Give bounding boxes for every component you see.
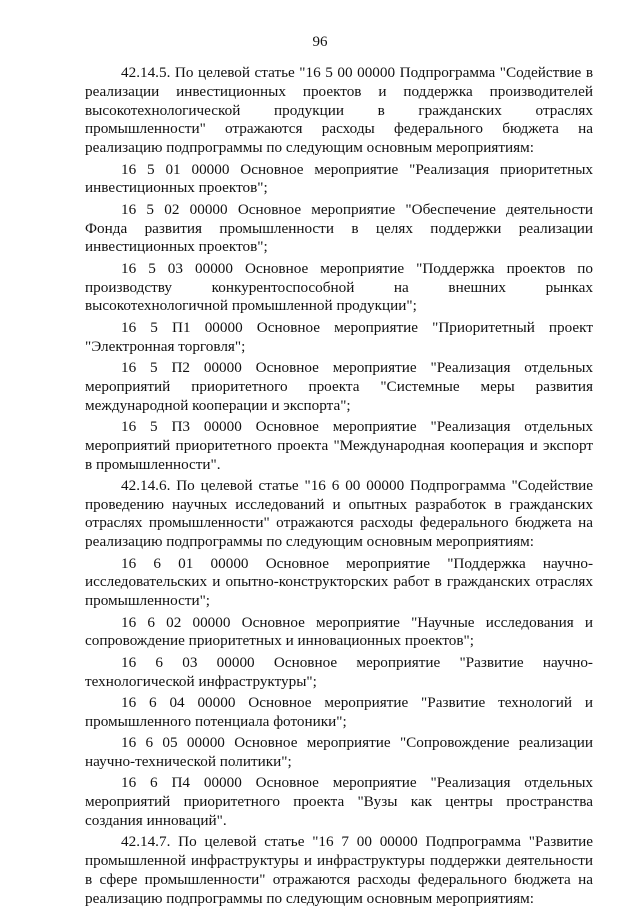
paragraph-16-5-01: 16 5 01 00000 Основное мероприятие "Реализация приоритетных инвестиционных проектов"; (85, 160, 593, 197)
paragraph-16-6-01: 16 6 01 00000 Основное мероприятие "Поддержка научно-исследовательских и опытно-конструкторских работ в гражданских отраслях промышленности"; (85, 554, 593, 610)
paragraph-16-6-03: 16 6 03 00000 Основное мероприятие "Развитие научно-технологической инфраструктуры"; (85, 653, 593, 690)
paragraph-16-6-p4: 16 6 П4 00000 Основное мероприятие "Реализация отдельных мероприятий приоритетного проекта "Вузы как центры пространства создания инноваций". (85, 774, 593, 829)
paragraph-16-5-02: 16 5 02 00000 Основное мероприятие "Обеспечение деятельности Фонда развития промышленности в целях поддержки реализации инвестиционных проектов"; (85, 200, 593, 256)
paragraph-16-5-03: 16 5 03 00000 Основное мероприятие "Поддержка проектов по производству конкурентоспособной на внешних рынках высокотехнологичной промышленной продукции"; (85, 259, 593, 315)
document-body (85, 64, 593, 911)
paragraph-16-5-p1: 16 5 П1 00000 Основное мероприятие "Приоритетный проект "Электронная торговля"; (85, 318, 593, 355)
paragraph-16-5-p3: 16 5 П3 00000 Основное мероприятие "Реализация отдельных мероприятий приоритетного проекта "Международная кооперация и экспорт в промышленности". (85, 417, 593, 473)
paragraph-42-14-6-intro: 42.14.6. По целевой статье "16 6 00 00000 Подпрограмма "Содействие проведению научных исследований и опытных разработок в гражданских отраслях промышленности" отражаются расходы федерального бюджета на реализацию подпрограммы по следующим основным мероприятиям: (85, 476, 593, 551)
page-number: 96 (312, 34, 328, 50)
paragraph-16-6-05: 16 6 05 00000 Основное мероприятие "Сопровождение реализации научно-технической политики"; (85, 734, 593, 771)
paragraph-16-5-p2: 16 5 П2 00000 Основное мероприятие "Реализация отдельных мероприятий приоритетного проекта "Системные меры развития международной кооперации и экспорта"; (85, 358, 593, 414)
paragraph-42-14-5-intro: 42.14.5. По целевой статье "16 5 00 00000 Подпрограмма "Содействие в реализации инвестиционных проектов и поддержка производителей высокотехнологической продукции в гражданских отраслях промышленности" отражаются расходы федерального бюджета на реализацию подпрограммы по следующим основным мероприятиям: (85, 64, 593, 157)
paragraph-42-14-7-intro: 42.14.7. По целевой статье "16 7 00 00000 Подпрограмма "Развитие промышленной инфраструктуры и инфраструктуры поддержки деятельности в сфере промышленности" отражаются расходы федерального бюджета на реализацию подпрограммы по следующим основным мероприятиям: (85, 833, 593, 907)
paragraph-16-6-02: 16 6 02 00000 Основное мероприятие "Научные исследования и сопровождение приоритетных и инновационных проектов"; (85, 613, 593, 650)
paragraph-16-6-04: 16 6 04 00000 Основное мероприятие "Развитие технологий и промышленного потенциала фотоники"; (85, 694, 593, 730)
